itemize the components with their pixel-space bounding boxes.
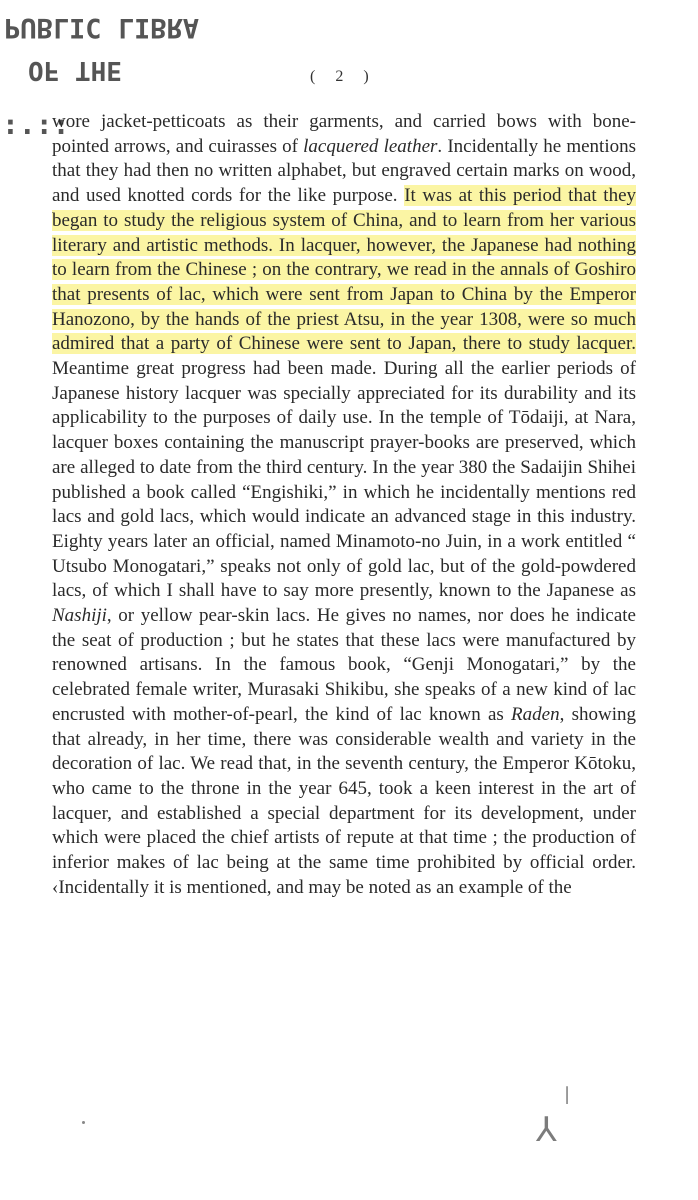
page-number: ( 2 )	[310, 68, 377, 85]
text-run: wore jacket-petticoats as their garments, and carried bows with bone-pointed arrows, and cuirasses of	[52, 111, 636, 157]
text-run: , showing that already, in her time, there was considerable wealth and variety in the decoration of lac. We read that, in the seventh century, the Emperor Kōtoku, who came to the throne in the year 645, took a keen interest in the art of lacquer, and established a special department for its development, under which were placed the chief artists of repute at that time ; the production of inferior makes of lac being at the same time prohibited by official order.	[52, 703, 636, 874]
handwritten-y-mark: ⅄	[536, 1110, 557, 1150]
text-run: . Incidentally he mentions that they had then no written alphabet, but engraved certain marks on wood, and used knotted cords for the like purpose.	[52, 135, 636, 207]
text-run: Incidentally it is mentioned, and may be noted as an example of the	[58, 876, 572, 898]
italic-term: lacquered leather	[303, 135, 438, 157]
highlighted-passage: It was at this period that they began to study the religious system of China, and to learn from her various literary and artistic methods. In lacquer, however, the Japanese had nothing to learn from the Chinese ; on the contrary, we read in the annals of Goshiro that presents of lac, which were sent from Japan to China by the Emperor Hanozono, by the hands of the priest Atsu, in the year 1308, were so much admired that a party of Chinese were sent to Japan, there to study lacquer.	[52, 185, 637, 355]
text-run: , or yellow pear-skin lacs. He gives no names, nor does he indicate the seat of production ; but he states that these lacs were manufactured by renowned artisans. In the famous book, “Genji Monogatari,” by the celebrated female writer, Murasaki Shikibu, she speaks of a new kind of lac encrusted with mother-of-pearl, the kind of lac known as	[52, 605, 636, 725]
perforated-stamp-line-1: PUBLIC LIBRA	[4, 12, 200, 43]
perforated-stamp-line-2: OF THE	[28, 55, 122, 85]
italic-term: Raden	[511, 703, 560, 725]
text-run: ‹	[52, 876, 59, 898]
ink-speck	[82, 1121, 85, 1124]
text-run: Meantime great progress had been made. During all the earlier periods of Japanese history lacquer was specially appreciated for its durability and its applicability to the purposes of daily use. In the temple of Tōdaiji, at Nara, lacquer boxes containing the manuscript prayer-books are preserved, which are alleged to date from the third century. In the year 380 the Sadaijin Shihei published a book called “Engishiki,” in which he incidentally mentions red lacs and gold lacs, which would indicate an advanced stage in this industry. Eighty years later an official, named Minamoto-no Juin, in a work entitled “ Utsubo Monogatari,” speaks not only of gold lac, but of the gold-powdered lacs, of which I shall have to say more presently, known to the Japanese as	[52, 358, 636, 602]
perforated-stamp-dots: :.::	[2, 108, 70, 141]
handwritten-mark: |	[564, 1084, 571, 1105]
italic-term: Nashiji	[52, 605, 107, 627]
body-paragraph	[52, 110, 636, 901]
